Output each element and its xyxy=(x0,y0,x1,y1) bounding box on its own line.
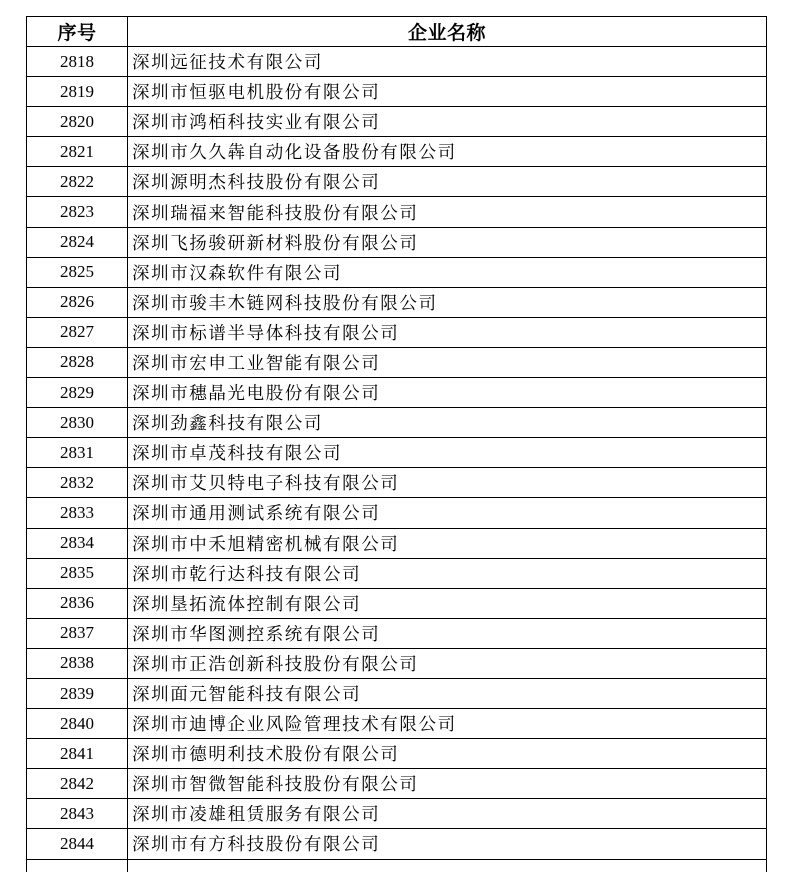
table-cell-index: 2841 xyxy=(27,739,128,768)
table-row xyxy=(27,348,767,378)
table-cell-index: 2824 xyxy=(27,228,128,257)
table-cell-index: 2828 xyxy=(27,348,128,377)
table-row xyxy=(27,228,767,258)
table-cell-name: 深圳飞扬骏研新材料股份有限公司 xyxy=(128,228,767,257)
table-cell-index: 2831 xyxy=(27,438,128,467)
table-cell-name: 深圳瑞福来智能科技股份有限公司 xyxy=(128,197,767,226)
table-cell-index: 2832 xyxy=(27,468,128,497)
table-row xyxy=(27,258,767,288)
table-row xyxy=(27,197,767,227)
table-cell-name: 深圳市中禾旭精密机械有限公司 xyxy=(128,529,767,558)
table-row xyxy=(27,107,767,137)
table-row xyxy=(27,288,767,318)
table-cell-name: 深圳市标谱半导体科技有限公司 xyxy=(128,318,767,347)
table-cell-name xyxy=(128,860,767,872)
table-row xyxy=(27,829,767,859)
table-cell-name: 深圳市宏申工业智能有限公司 xyxy=(128,348,767,377)
table-row xyxy=(27,318,767,348)
table-cell-name: 深圳市穗晶光电股份有限公司 xyxy=(128,378,767,407)
table-cell-name: 深圳市鸿栢科技实业有限公司 xyxy=(128,107,767,136)
table-row xyxy=(27,799,767,829)
table-cell-index: 2840 xyxy=(27,709,128,738)
table-cell-name: 深圳市久久犇自动化设备股份有限公司 xyxy=(128,137,767,166)
table-cell-name: 深圳市恒驱电机股份有限公司 xyxy=(128,77,767,106)
table-cell-index: 2822 xyxy=(27,167,128,196)
table-row xyxy=(27,77,767,107)
table-row xyxy=(27,47,767,77)
table-row xyxy=(27,438,767,468)
table-cell-index: 2838 xyxy=(27,649,128,678)
table-cell-name: 深圳源明杰科技股份有限公司 xyxy=(128,167,767,196)
table-cell-index: 2829 xyxy=(27,378,128,407)
table-cell-index: 2835 xyxy=(27,559,128,588)
table-header-row xyxy=(27,17,767,47)
table-cell-index: 2826 xyxy=(27,288,128,317)
table-cell-index: 2825 xyxy=(27,258,128,287)
table-row xyxy=(27,468,767,498)
table-cell-index: 2843 xyxy=(27,799,128,828)
table-cell-name: 深圳市卓茂科技有限公司 xyxy=(128,438,767,467)
table-cell-name: 深圳市迪博企业风险管理技术有限公司 xyxy=(128,709,767,738)
table-cell-name: 深圳市乾行达科技有限公司 xyxy=(128,559,767,588)
table-body xyxy=(27,47,767,860)
table-cell-index: 2818 xyxy=(27,47,128,76)
table-row xyxy=(27,709,767,739)
table-cell-name: 深圳面元智能科技有限公司 xyxy=(128,679,767,708)
table-row xyxy=(27,378,767,408)
table-cell-index: 2827 xyxy=(27,318,128,347)
table-cell-index: 2820 xyxy=(27,107,128,136)
table-row xyxy=(27,529,767,559)
table-cell-name: 深圳劲鑫科技有限公司 xyxy=(128,408,767,437)
table-cell-name: 深圳市凌雄租赁服务有限公司 xyxy=(128,799,767,828)
table-cell-name: 深圳市德明利技术股份有限公司 xyxy=(128,739,767,768)
table-row xyxy=(27,619,767,649)
table-row xyxy=(27,498,767,528)
table-cell-index: 2837 xyxy=(27,619,128,648)
table-cell-name: 深圳市汉森软件有限公司 xyxy=(128,258,767,287)
table-row xyxy=(27,408,767,438)
table-row xyxy=(27,559,767,589)
header-index: 序号 xyxy=(27,17,128,46)
table-cell-name: 深圳市骏丰木链网科技股份有限公司 xyxy=(128,288,767,317)
table-cell-index: 2834 xyxy=(27,529,128,558)
table-cell-index: 2833 xyxy=(27,498,128,527)
table-row xyxy=(27,167,767,197)
table-cell-name: 深圳市华图测控系统有限公司 xyxy=(128,619,767,648)
table-row xyxy=(27,137,767,167)
table-row xyxy=(27,649,767,679)
table-cell-index: 2821 xyxy=(27,137,128,166)
table-cell-index: 2844 xyxy=(27,829,128,858)
table-cell-index xyxy=(27,860,128,872)
table-cell-name: 深圳市有方科技股份有限公司 xyxy=(128,829,767,858)
table-cell-name: 深圳市正浩创新科技股份有限公司 xyxy=(128,649,767,678)
table-row xyxy=(27,739,767,769)
table-cell-index: 2842 xyxy=(27,769,128,798)
table-cell-name: 深圳市智微智能科技股份有限公司 xyxy=(128,769,767,798)
table-cell-name: 深圳市通用测试系统有限公司 xyxy=(128,498,767,527)
table-row xyxy=(27,769,767,799)
table-cell-name: 深圳垦拓流体控制有限公司 xyxy=(128,589,767,618)
header-company-name: 企业名称 xyxy=(128,17,767,46)
table-row xyxy=(27,679,767,709)
table-cell-index: 2819 xyxy=(27,77,128,106)
table-cell-index: 2839 xyxy=(27,679,128,708)
table-row-partial xyxy=(27,860,767,872)
company-table xyxy=(26,16,767,872)
table-cell-index: 2823 xyxy=(27,197,128,226)
table-cell-index: 2830 xyxy=(27,408,128,437)
table-cell-name: 深圳远征技术有限公司 xyxy=(128,47,767,76)
table-cell-index: 2836 xyxy=(27,589,128,618)
table-cell-name: 深圳市艾贝特电子科技有限公司 xyxy=(128,468,767,497)
table-row xyxy=(27,589,767,619)
